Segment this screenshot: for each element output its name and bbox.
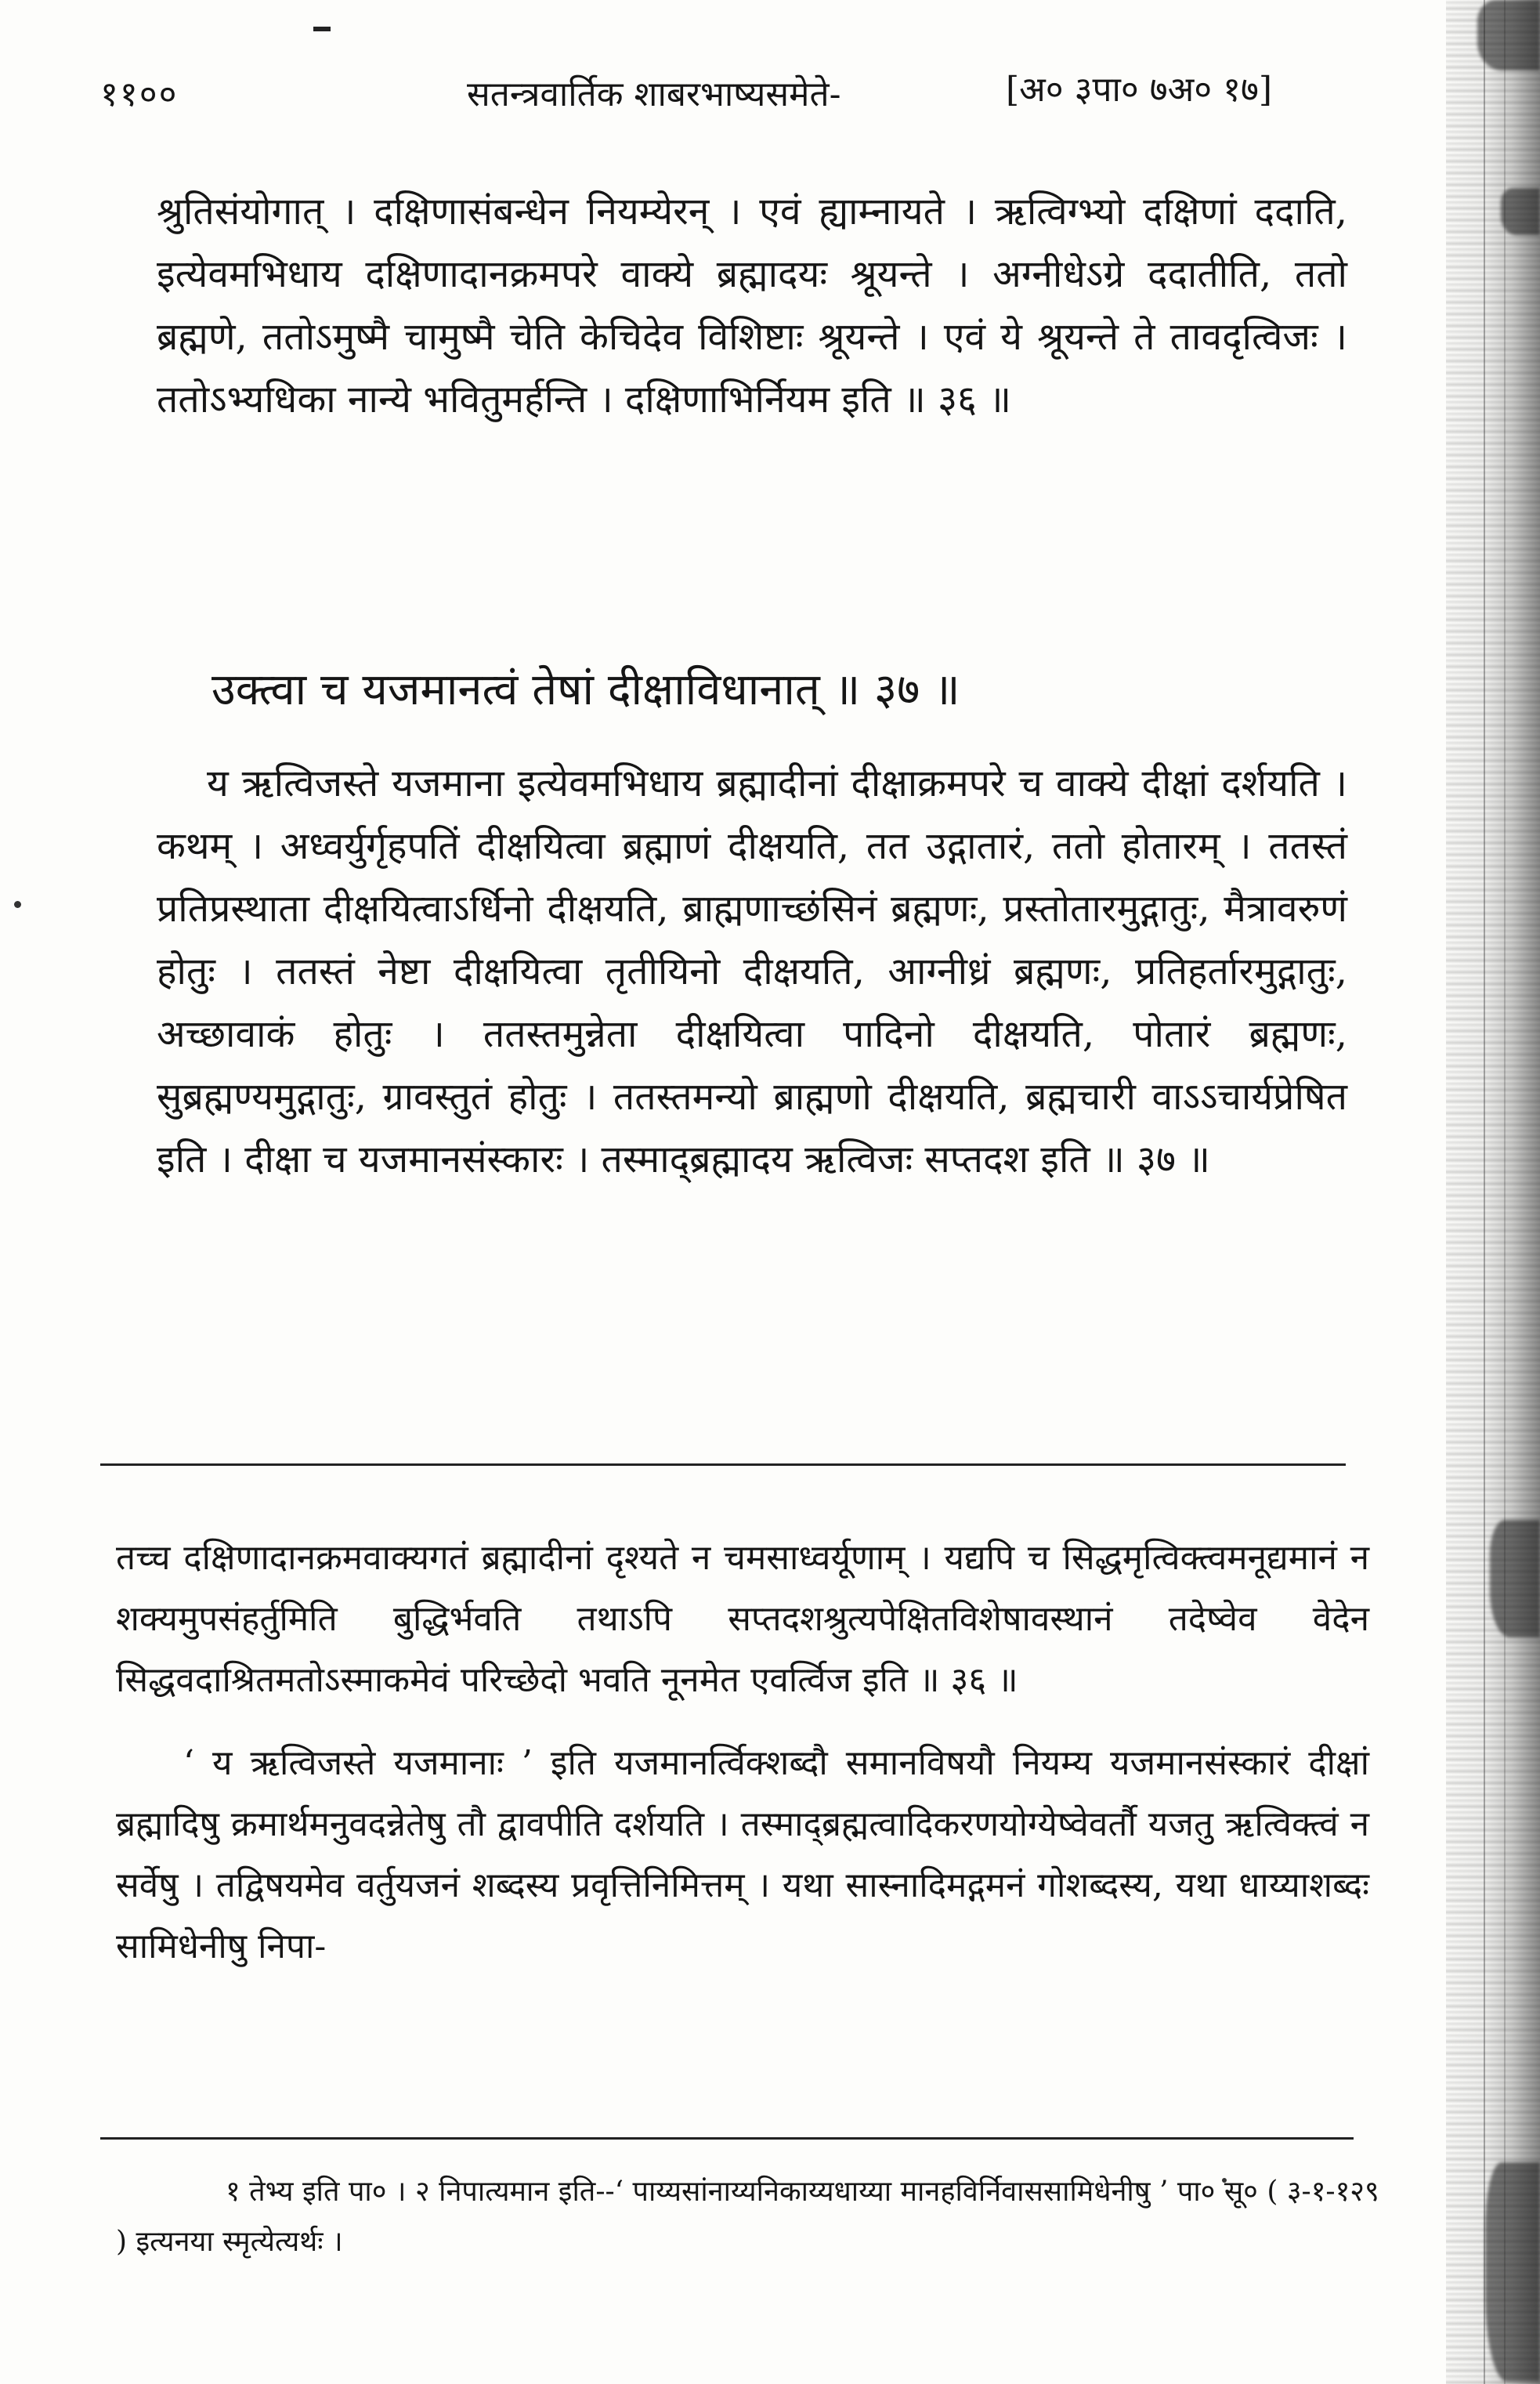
scan-mark: [313, 27, 331, 31]
bhashya-block-1: [157, 180, 1347, 431]
edge-blot: [1490, 1520, 1540, 1637]
bhashya-paragraph-37: य ऋत्विजस्ते यजमाना इत्येवमभिधाय ब्रह्मादीनां दीक्षाक्रमपरे च वाक्ये दीक्षां दर्शयति । कथम् । अध्वर्युर्गृहपतिं दीक्षयित्वा ब्रह्माणं दीक्षयति, तत उद्गातारं, ततो होतारम् । ततस्तं प्रतिप्रस्थाता दीक्षयित्वाऽर्धिनो दीक्षयति, ब्राह्मणाच्छंसिनं ब्रह्मणः, प्रस्तोतारमुद्गातुः, मैत्रावरुणं होतुः । ततस्तं नेष्टा दीक्षयित्वा तृतीयिनो दीक्षयति, आग्नीध्रं ब्रह्मणः, प्रतिहर्तारमुद्गातुः, अच्छावाकं होतुः । ततस्तमुन्नेता दीक्षयित्वा पादिनो दीक्षयति, पोतारं ब्रह्मणः, सुब्रह्मण्यमुद्गातुः, ग्रावस्तुतं होतुः । ततस्तमन्यो ब्राह्मणो दीक्षयति, ब्रह्मचारी वाऽऽचार्यप्रेषित इति । दीक्षा च यजमानसंस्कारः । तस्माद्ब्रह्मादय ऋत्विजः सप्तदश इति ॥ ३७ ॥: [157, 762, 1347, 1181]
footnote-text: १ तेभ्य इति पा० । २ निपात्यमान इति--‘ पाय्यसांनाय्यनिकाय्यधाय्या मानहविर्निवाससामिधेनीषु ’ पा० सू० ( ३-१-१२९ ) इत्यनया स्मृत्येत्यर्थः ।: [116, 2176, 1379, 2258]
footnotes: [116, 2167, 1385, 2267]
page-edge-line: [1484, 0, 1485, 2384]
vartika-paragraph-36: तच्च दक्षिणादानक्रमवाक्यगतं ब्रह्मादीनां दृश्यते न चमसाध्वर्यूणाम् । यद्यपि च सिद्धमृत्विक्त्वमनूद्यमानं न शक्यमुपसंहर्तुमिति बुद्धिर्भवति तथाऽपि सप्तदशश्रुत्यपेक्षितविशेषावस्थानं तदेष्वेव वेदेन सिद्धवदाश्रितमतोऽस्माकमेवं परिच्छेदो भवति नूनमेत एवर्त्विज इति ॥ ३६ ॥: [116, 1538, 1369, 1700]
page-edge-shadow: [1446, 0, 1540, 2384]
edge-blot: [1501, 188, 1540, 235]
edge-blot: [1477, 0, 1540, 71]
footnote-divider: [100, 2137, 1354, 2140]
bhashya-paragraph-36: श्रुतिसंयोगात् । दक्षिणासंबन्धेन नियम्येरन् । एवं ह्याम्नायते । ऋत्विग्भ्यो दक्षिणां ददाति, इत्येवमभिधाय दक्षिणादानक्रमपरे वाक्ये ब्रह्मादयः श्रूयन्ते । अग्नीधेऽग्रे ददातीति, ततो ब्रह्मणे, ततोऽमुष्मै चामुष्मै चेति केचिदेव विशिष्टाः श्रूयन्ते । एवं ये श्रूयन्ते ते तावदृत्विजः । ततोऽभ्यधिका नान्ये भवितुमर्हन्ति । दक्षिणाभिर्नियम इति ॥ ३६ ॥: [157, 190, 1347, 421]
bhashya-block-2: [157, 752, 1347, 1191]
section-divider: [100, 1463, 1346, 1466]
page-edge-line: [1504, 0, 1506, 2384]
sutra-37: उक्त्वा च यजमानत्वं तेषां दीक्षाविधानात् ॥ ३७ ॥: [211, 664, 960, 715]
section-locator: [अ० ३पा० ७अ० १७]: [1006, 70, 1273, 110]
running-title: सतन्त्रवार्तिक शाबरभाष्यसमेते-: [467, 74, 841, 114]
vartika-paragraph-37: ‘ य ऋत्विजस्ते यजमानाः ’ इति यजमानर्त्विक्शब्दौ समानविषयौ नियम्य यजमानसंस्कारं दीक्षां ब्रह्मादिषु क्रमार्थमनुवदन्नेतेषु तौ द्वावपीति दर्शयति । तस्माद्ब्रह्मत्वादिकरणयोग्येष्वेवर्तौ यजतु ऋत्विक्त्वं न सर्वेषु । तद्विषयमेव वर्तुयजनं शब्दस्य प्रवृत्तिनिमित्तम् । यथा सास्नादिमद्गमनं गोशब्दस्य, यथा धाय्याशब्दः सामिधेनीषु निपा-: [116, 1743, 1369, 1966]
edge-blot: [1485, 2162, 1540, 2382]
scan-speck: [14, 901, 21, 908]
running-header: [0, 69, 1540, 124]
page-number: ११००: [100, 74, 179, 114]
vartika-block: [116, 1528, 1369, 1977]
